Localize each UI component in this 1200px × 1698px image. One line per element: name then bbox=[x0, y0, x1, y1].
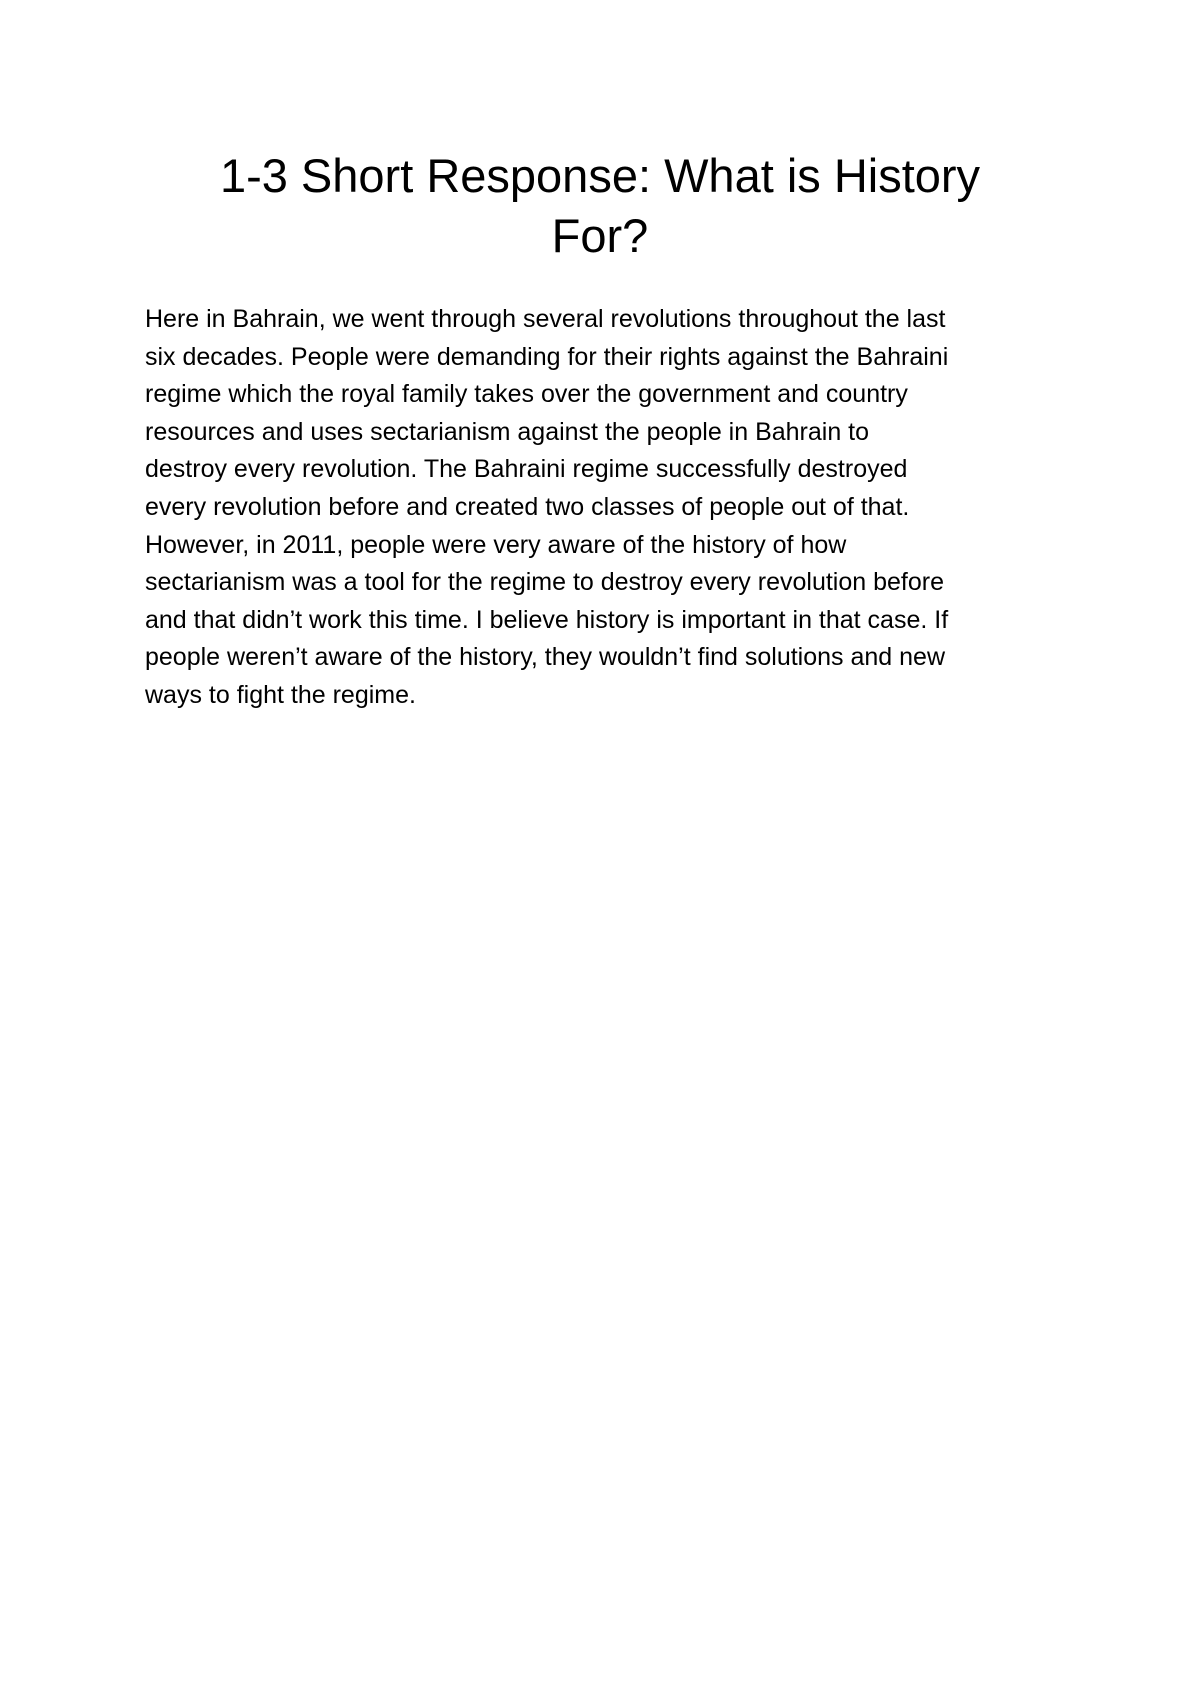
paragraph-line: regime which the royal family takes over the government and country bbox=[145, 380, 908, 409]
paragraph-line: six decades. People were demanding for their rights against the Bahraini bbox=[145, 342, 949, 371]
document-title bbox=[150, 146, 1050, 266]
title-line: 1-3 Short Response: What is History bbox=[219, 149, 981, 202]
paragraph-line: Here in Bahrain, we went through several revolutions throughout the last bbox=[145, 305, 946, 333]
paragraph-line: sectarianism was a tool for the regime to destroy every revolution before bbox=[145, 568, 944, 597]
paragraph-line: ways to fight the regime. bbox=[145, 680, 416, 709]
paragraph-line: destroy every revolution. The Bahraini regime successfully destroyed bbox=[145, 455, 908, 484]
paragraph-line: resources and uses sectarianism against the people in Bahrain to bbox=[145, 417, 870, 446]
title-line: For? bbox=[551, 209, 649, 262]
paragraph-line: and that didn’t work this time. I believe history is important in that case. If bbox=[145, 605, 949, 634]
paragraph-line: However, in 2011, people were very aware of the history of how bbox=[145, 530, 847, 559]
paragraph-line: people weren’t aware of the history, they wouldn’t find solutions and new bbox=[145, 643, 946, 672]
paragraph-line: every revolution before and created two classes of people out of that. bbox=[145, 492, 910, 521]
response-paragraph bbox=[145, 301, 1075, 715]
